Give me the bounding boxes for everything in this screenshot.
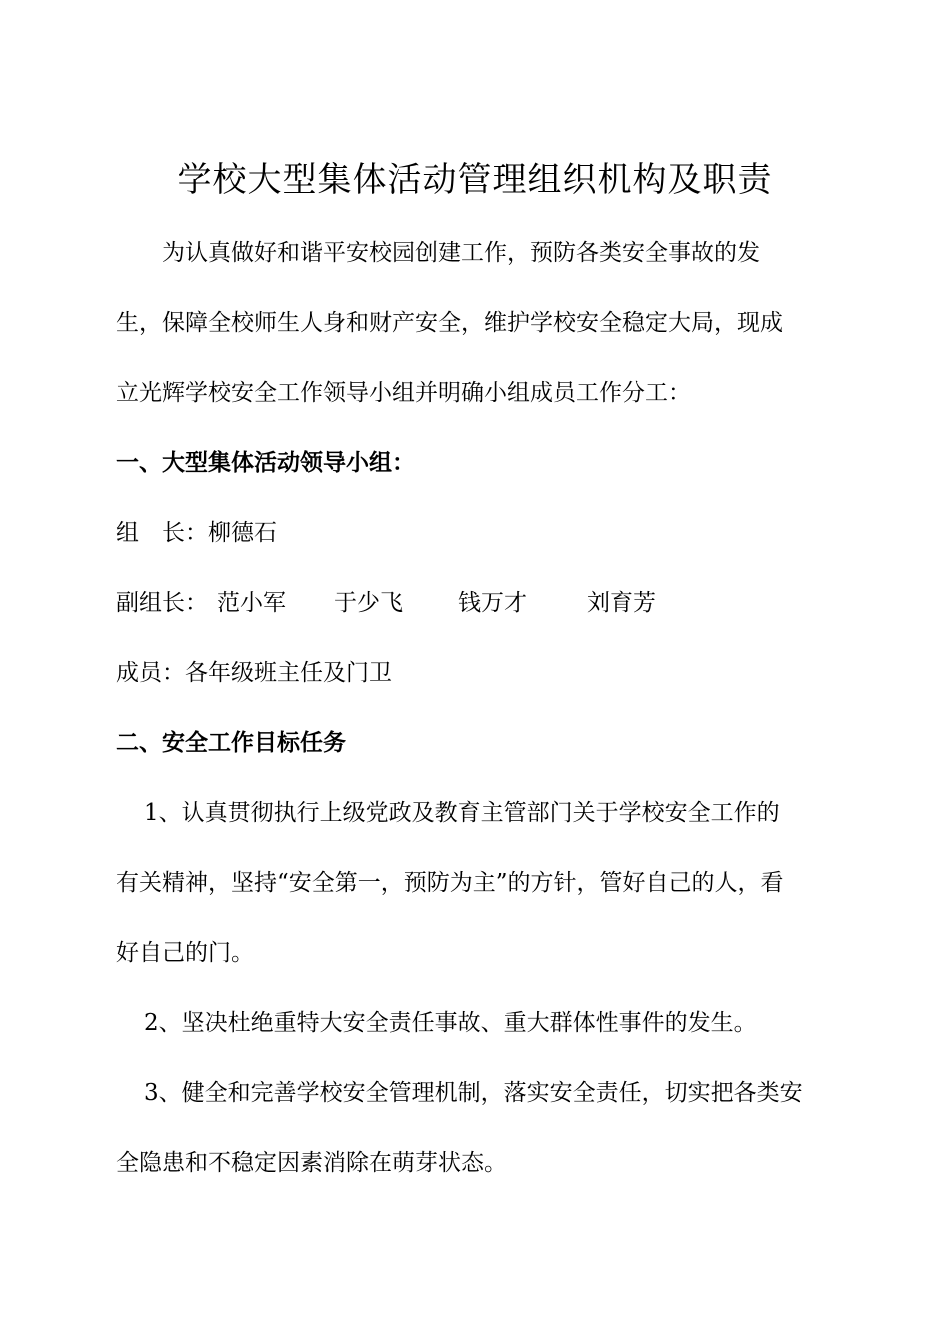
leader-row: [116, 516, 277, 550]
task1-line-1: 1、认真贯彻执行上级党政及教育主管部门关于学校安全工作的: [144, 800, 780, 826]
leader-name: 柳德石: [208, 520, 277, 546]
section-heading-goals: 二、安全工作目标任务: [116, 729, 346, 756]
intro-line-3: 立光辉学校安全工作领导小组并明确小组成员工作分工：: [116, 380, 691, 406]
intro-line-2: 生，保障全校师生人身和财产安全，维护学校安全稳定大局，现成: [116, 310, 783, 336]
members-line: 成员：各年级班主任及门卫: [116, 660, 392, 686]
task3-line-2: 全隐患和不稳定因素消除在萌芽状态。: [116, 1150, 507, 1176]
leader-label: 组 长：: [116, 520, 208, 546]
document-title: 学校大型集体活动管理组织机构及职责: [177, 160, 773, 200]
deputy-label: 副组长：: [116, 590, 208, 616]
deputy-row: [116, 586, 208, 620]
task1-line-3: 好自己的门。: [116, 940, 254, 966]
deputy-name-3: 钱万才: [458, 590, 527, 616]
deputy-name-1: 范小军: [217, 590, 286, 616]
task2-line: 2、坚决杜绝重特大安全责任事故、重大群体性事件的发生。: [144, 1010, 757, 1036]
section-heading-leadership: 一、大型集体活动领导小组：: [116, 449, 415, 476]
task3-line-1: 3、健全和完善学校安全管理机制，落实安全责任，切实把各类安: [144, 1080, 803, 1106]
intro-line-1: 为认真做好和谐平安校园创建工作，预防各类安全事故的发: [162, 240, 760, 266]
deputy-name-2: 于少飞: [334, 590, 403, 616]
task1-line-2: 有关精神，坚持“安全第一，预防为主”的方针，管好自己的人，看: [116, 870, 784, 896]
deputy-name-4: 刘育芳: [587, 590, 656, 616]
